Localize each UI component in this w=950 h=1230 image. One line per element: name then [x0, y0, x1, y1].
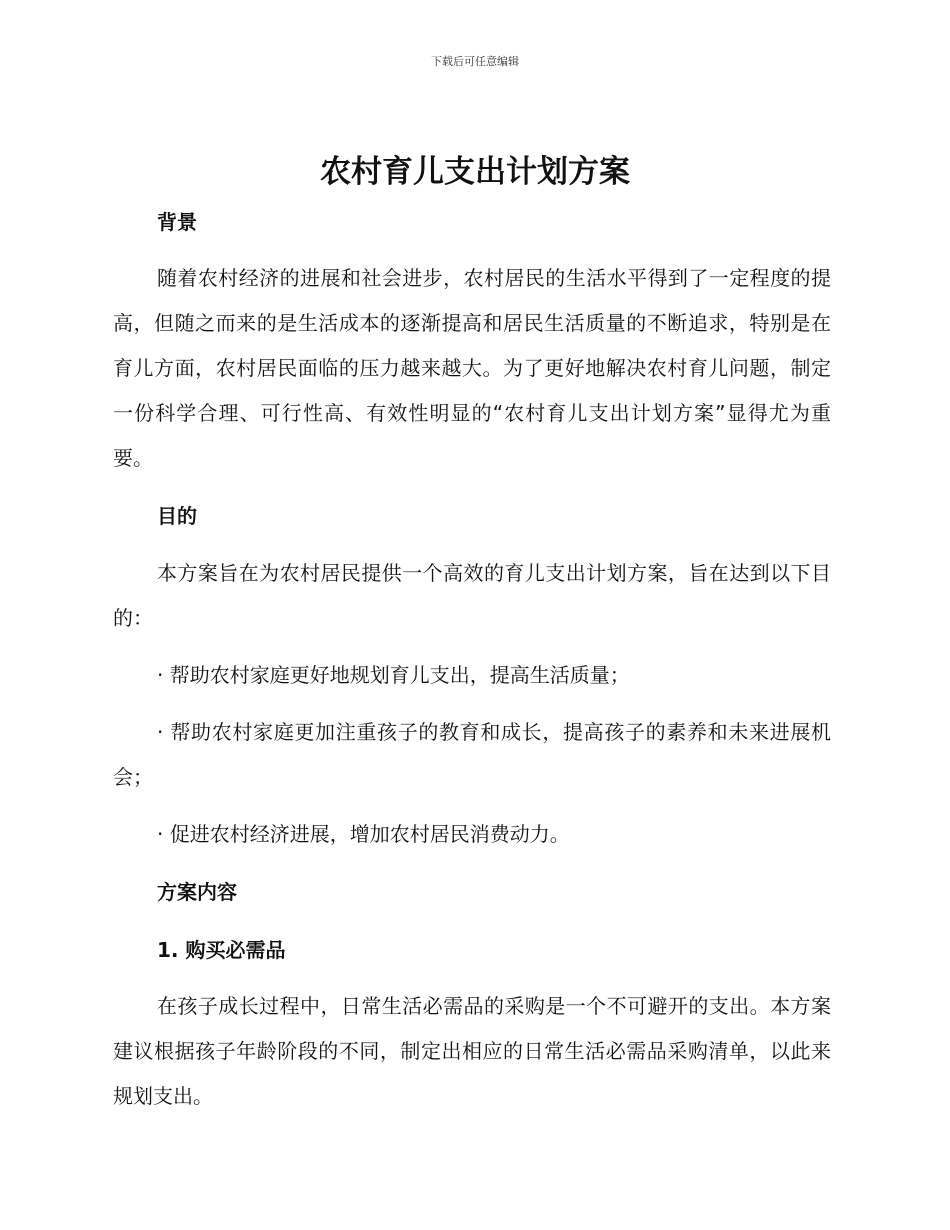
background-paragraph: 随着农村经济的进展和社会进步，农村居民的生活水平得到了一定程度的提高，但随之而来的是生活成本的逐渐提高和居民生活质量的不断追求，特别是在育儿方面，农村居民面临的压力越来越大。为了更好地解决农村育儿问题，制定一份科学合理、可行性高、有效性明显的“农村育儿支出计划方案”显得尤为重要。	[113, 266, 831, 470]
purchase-essentials-paragraph: 在孩子成长过程中，日常生活必需品的采购是一个不可避开的支出。本方案建议根据孩子年龄阶段的不同，制定出相应的日常生活必需品采购清单，以此来规划支出。	[113, 994, 831, 1108]
section-heading-background: 背景	[157, 210, 197, 234]
purpose-bullet-3: · 促进农村经济进展，增加农村居民消费动力。	[157, 822, 570, 846]
subsection-heading-purchase-essentials: 1. 购买必需品	[157, 938, 286, 962]
purpose-intro-paragraph: 本方案旨在为农村居民提供一个高效的育儿支出计划方案，旨在达到以下目的：	[113, 561, 831, 630]
section-heading-purpose: 目的	[157, 504, 197, 528]
purpose-bullet-2: · 帮助农村家庭更加注重孩子的教育和成长，提高孩子的素养和未来进展机会；	[113, 720, 831, 789]
section-heading-content: 方案内容	[157, 880, 237, 904]
document-title: 农村育儿支出计划方案	[320, 154, 630, 190]
purpose-bullet-1: · 帮助农村家庭更好地规划育儿支出，提高生活质量；	[157, 663, 630, 687]
page-header-note: 下载后可任意编辑	[431, 55, 519, 68]
